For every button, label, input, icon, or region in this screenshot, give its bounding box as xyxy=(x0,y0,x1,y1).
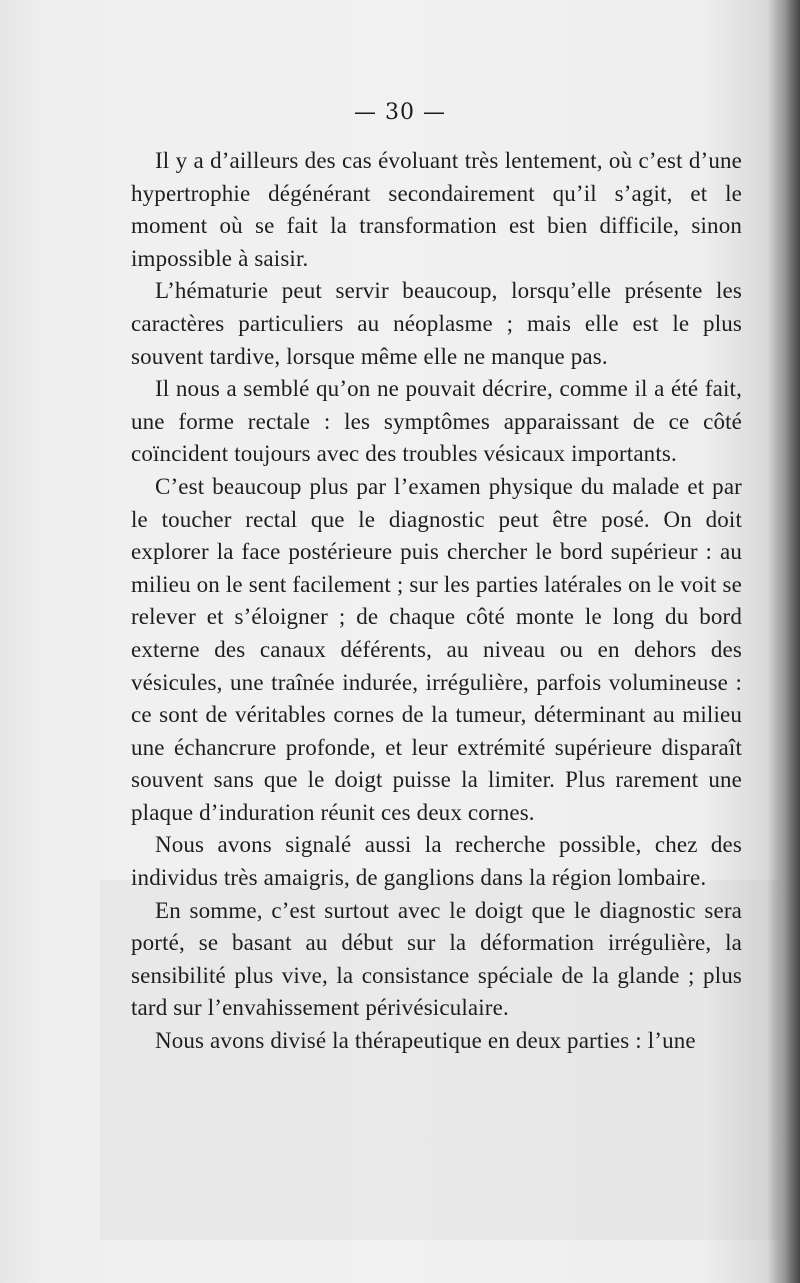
paragraph: Il y a d’ailleurs des cas évoluant très lentement, où c’est d’une hypertrophie dégénérant secondairement qu’il s’agit, et le moment où se fait la transformation est bien difficile, sinon impossible à saisir. xyxy=(131,148,742,271)
binding-edge-shadow xyxy=(766,0,800,1283)
paragraph: Il nous a semblé qu’on ne pouvait décrire, comme il a été fait, une forme rectale : les symptômes apparaissant de ce côté coïncident toujours avec des troubles vésicaux importants. xyxy=(131,376,742,467)
paragraph: L’hématurie peut servir beaucoup, lorsqu’elle présente les caractères particuliers au néoplasme ; mais elle est le plus souvent tardive, lorsque même elle ne manque pas. xyxy=(131,278,742,369)
page-number: — 30 — xyxy=(354,100,446,125)
paragraph: Nous avons divisé la thérapeutique en deux parties : l’une xyxy=(155,1028,696,1054)
paragraph: En somme, c’est surtout avec le doigt que le diagnostic sera porté, se basant au début sur la déformation irrégulière, la sensibilité plus vive, la consistance spéciale de la glande ; plus tard sur l’envahissement périvésiculaire. xyxy=(131,897,742,1021)
paragraph: C’est beaucoup plus par l’examen physique du malade et par le toucher rectal que le diagnostic peut être posé. On doit explorer la face postérieure puis chercher le bord supérieur : au milieu on le sent facilement ; sur les parties latérales on le voit se relever et s’éloigner ; de chaque côté monte le long du bord externe des canaux déférents, au niveau ou en dehors des vésicules, une traînée indurée, irrégulière, parfois volumineuse : ce sont de véritables cornes de la tumeur, déterminant au milieu une échancrure profonde, et leur extrémité supérieure disparaît souvent sans que le doigt puisse la limiter. Plus rarement une plaque d’induration réunit ces deux cornes. xyxy=(131,473,742,825)
page-body xyxy=(131,145,742,1058)
paragraph: Nous avons signalé aussi la recherche possible, chez des individus très amaigris, de ganglions dans la région lombaire. xyxy=(131,832,742,891)
